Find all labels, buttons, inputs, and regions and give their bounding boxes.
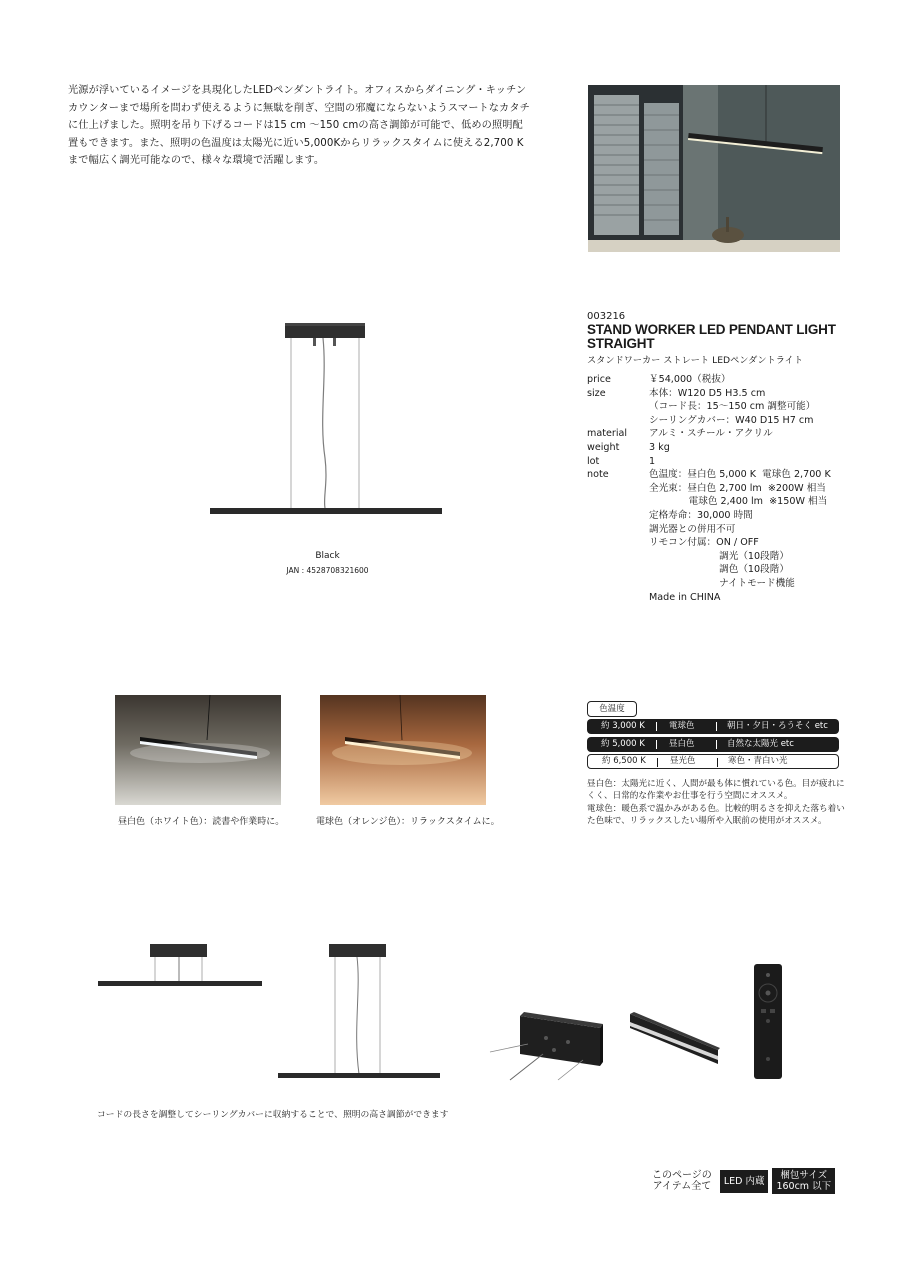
spec-value: 3 kg [649, 441, 670, 453]
spec-value: 調色（10段階） [649, 564, 789, 576]
spec-key: material [587, 428, 628, 440]
product-color-label: Black [315, 551, 340, 561]
daylight-lamp-illustration [115, 695, 281, 805]
product-code: 003216 [587, 311, 626, 322]
spec-row-price [587, 373, 887, 387]
photo-daylight-white [115, 695, 281, 805]
badge-label [652, 1170, 712, 1192]
remote-control-image [752, 963, 784, 1080]
light-bar-detail-image [628, 1010, 720, 1068]
color-temp-row [587, 737, 839, 752]
color-temp-desc: 寒色・青白い光 [728, 756, 788, 766]
spec-value: ￥54,000（税抜） [649, 374, 731, 385]
remote-control-illustration [752, 963, 784, 1080]
color-temp-tag: 色温度 [587, 701, 637, 717]
color-temp-kelvin: 約 3,000 K [587, 719, 657, 734]
spec-value: 色温度：昼白色 5,000 K 電球色 2,700 K [649, 469, 831, 481]
spec-value: 定格寿命：30,000 時間 [649, 509, 753, 521]
color-temp-name: 電球色 [657, 719, 717, 734]
color-temp-name: 昼光色 [658, 755, 718, 768]
spec-row-size [587, 387, 887, 428]
package-size-badge [772, 1168, 835, 1194]
spec-value: アルミ・スチール・アクリル [649, 428, 773, 440]
product-title: STAND WORKER LED PENDANT LIGHT STRAIGHT [587, 322, 836, 351]
lamp-long-illustration [277, 940, 442, 1082]
spec-key: note [587, 469, 609, 481]
spec-key: price [587, 374, 611, 385]
color-temp-name: 昼白色 [657, 737, 717, 752]
spec-row-lot [587, 455, 887, 469]
color-temp-desc: 朝日・夕日・ろうそく etc [727, 721, 828, 731]
caption-warm: 電球色（オレンジ色）：リラックスタイムに。 [316, 817, 500, 827]
spec-table [587, 373, 887, 604]
spec-value: 調光（10段階） [649, 550, 789, 562]
spec-row-note [587, 468, 887, 604]
lamp-long-cord-image [277, 940, 442, 1082]
lamp-short-illustration [97, 940, 265, 995]
photo-warm-orange [320, 695, 486, 805]
intro-text: 光源が浮いているイメージを具現化したLEDペンダントライト。オフィスからダイニング・キッチンカウンターまで場所を問わず使えるように無駄を削ぎ、空間の邪魔にならないようスマートなカタチに仕上げました。照明を吊り下げるコードは15 cm 〜150 cmの高さ調節が可能で、低めの照明配置もできます。また、照明の色温度は太陽光に近い5,000Kからリラックスタイムに使える2,700 Kまで幅広く調光可能なので、様々な環境で活躍します。 [68, 85, 530, 166]
color-temp-note: 昼白色：太陽光に近く、人間が最も体に慣れている色。目が疲れにくく、日常的な作業やお仕事を行う空間にオススメ。 電球色：暖色系で温かみがある色。比較的明るさを抑えた落ち着いた色味で、リラックスしたい場所や入眠前の使用がオススメ。 [587, 779, 845, 827]
spec-key: size [587, 387, 606, 399]
spec-value: 調光器との併用不可 [649, 523, 736, 535]
product-subtitle: スタンドワーカー ストレート LEDペンダントライト [587, 355, 804, 366]
pendant-light-illustration [205, 318, 450, 523]
lamp-short-cord-image [97, 940, 265, 995]
led-builtin-badge: LED 内蔵 [720, 1170, 769, 1193]
room-photo [588, 85, 840, 252]
color-temp-row [587, 719, 839, 734]
spec-value: 電球色 2,400 lm ※150W 相当 [649, 496, 828, 508]
spec-value: 本体：W120 D5 H3.5 cm [649, 387, 766, 399]
product-image-main [205, 318, 450, 523]
package-size-line: 梱包サイズ [780, 1170, 828, 1181]
room-photo-illustration [588, 85, 840, 252]
height-adjust-note: コードの長さを調整してシーリングカバーに収納することで、照明の高さ調節ができます [97, 1110, 449, 1120]
light-bar-illustration [628, 1010, 720, 1068]
spec-value: ナイトモード機能 [649, 577, 795, 589]
badge-label-line: このページの [652, 1170, 712, 1181]
jan-code: JAN : 4528708321600 [286, 566, 369, 575]
ceiling-cover-illustration [488, 1010, 606, 1082]
spec-row-material [587, 427, 887, 441]
spec-value: シーリングカバー：W40 D15 H7 cm [649, 414, 814, 426]
color-temp-desc: 自然な太陽光 etc [727, 739, 794, 749]
spec-value: Made in CHINA [649, 591, 721, 603]
badge-label-line: アイテム全て [652, 1181, 712, 1192]
spec-row-weight [587, 441, 887, 455]
spec-key: lot [587, 455, 600, 467]
package-size-line: 160cm 以下 [776, 1181, 832, 1192]
color-temp-kelvin: 約 5,000 K [587, 737, 657, 752]
spec-value: （コード長：15〜150 cm 調整可能） [649, 401, 816, 413]
color-temp-row [587, 754, 839, 769]
warm-lamp-illustration [320, 695, 486, 805]
spec-value: 全光束：昼白色 2,700 lm ※200W 相当 [649, 482, 826, 494]
spec-key: weight [587, 441, 620, 453]
feature-badges [652, 1168, 835, 1194]
color-temp-kelvin: 約 6,500 K [588, 755, 658, 768]
spec-value: 1 [649, 455, 656, 467]
spec-value: リモコン付属：ON / OFF [649, 537, 759, 549]
ceiling-cover-detail-image [488, 1010, 606, 1082]
caption-daylight: 昼白色（ホワイト色）：読書や作業時に。 [118, 817, 285, 827]
